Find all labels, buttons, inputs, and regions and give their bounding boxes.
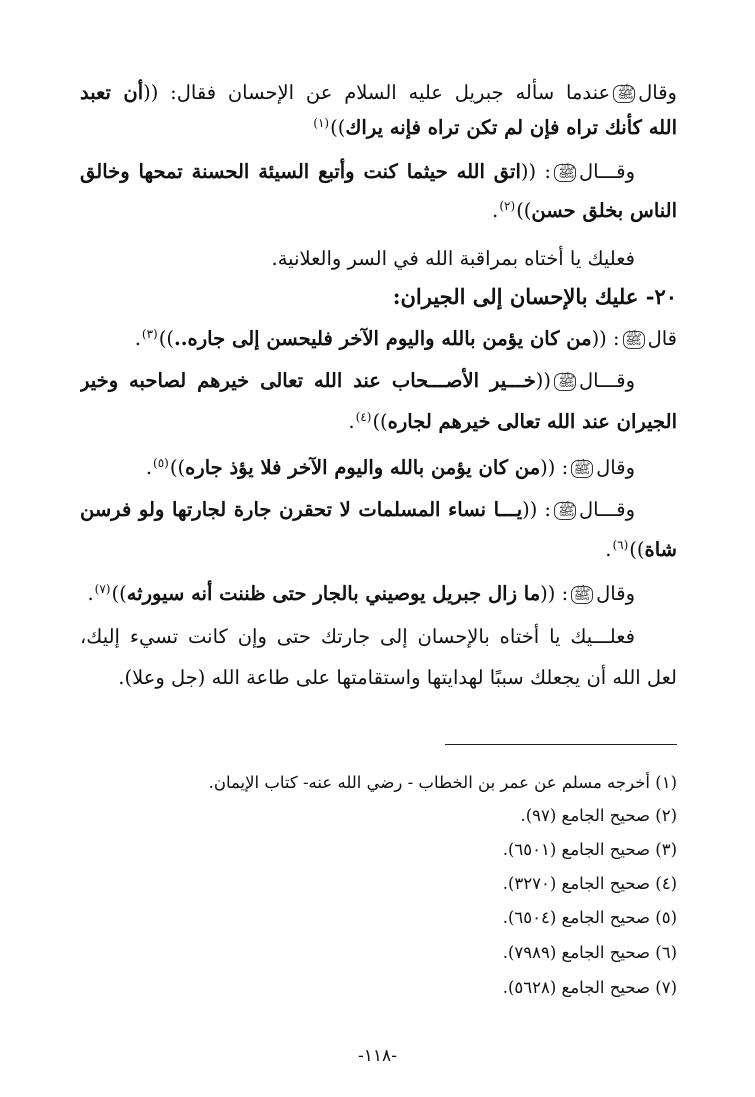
salutation-icon: ﷺ (571, 586, 593, 604)
hadith-text: ما زال جبريل يوصيني بالجار حتى ظننت أنه سيورثه (126, 582, 541, 605)
text: )) (158, 327, 174, 350)
text: . (87, 582, 94, 605)
paragraph-9-line-1: فعلـــيك يا أختاه بالإحسان إلى جارتك حتى وإن كانت تسيء إليك، (80, 625, 635, 648)
footnote-3: (٣) صحيح الجامع (٦٥٠١). (502, 840, 677, 859)
footnote-5: (٥) صحيح الجامع (٦٥٠٤). (502, 908, 677, 927)
salutation-icon: ﷺ (554, 373, 576, 391)
hadith-text: الناس بخلق حسن (531, 199, 677, 222)
text: )) (111, 582, 127, 605)
hadith-text: الجيران عند الله تعالى خيرهم لجاره (387, 410, 677, 433)
footnote-1: (١) أخرجه مسلم عن عمر بن الخطاب - رضي الله عنه- كتاب الإيمان. (208, 773, 677, 792)
text: : (( (520, 160, 551, 183)
footnote-ref: (٢) (499, 198, 516, 213)
text: وقـــال (579, 498, 635, 521)
text: )) (629, 538, 645, 561)
salutation-icon: ﷺ (613, 85, 635, 103)
footnote-2: (٢) صحيح الجامع (٩٧). (520, 806, 677, 825)
text: (( (535, 369, 551, 392)
salutation-icon: ﷺ (554, 502, 576, 520)
footnote-separator (445, 744, 677, 745)
footnote-ref: (٦) (612, 537, 629, 552)
text: )) (330, 116, 346, 139)
paragraph-9-line-2: لعل الله أن يجعلك سببًا لهدايتها واستقامتها على طاعة الله (جل وعلا). (118, 666, 677, 689)
text: )) (516, 199, 532, 222)
paragraph-2-line-2 (80, 196, 677, 226)
hadith-text: شاة (644, 538, 677, 561)
hadith-text: من كان يؤمن بالله واليوم الآخر فليحسن إلى جاره.. (173, 327, 592, 350)
text: : (( (522, 498, 551, 521)
paragraph-7-line-2 (80, 535, 677, 565)
footnote-ref: (٧) (94, 581, 111, 596)
paragraph-5-line-1 (80, 366, 635, 396)
section-heading: ٢٠- عليك بالإحسان إلى الجيران: (392, 284, 677, 309)
text: . (145, 456, 153, 479)
text: : (( (591, 327, 620, 350)
footnote-7: (٧) صحيح الجامع (٥٦٢٨). (502, 978, 677, 997)
salutation-icon: ﷺ (623, 331, 645, 349)
text: . (605, 538, 612, 561)
paragraph-5-line-2 (80, 407, 677, 437)
salutation-icon: ﷺ (554, 164, 576, 182)
text: قال (647, 327, 677, 350)
text: . (492, 199, 499, 222)
paragraph-1-line-1 (80, 78, 677, 108)
footnote-ref: (٣) (141, 326, 158, 341)
hadith-text: اتق الله حيثما كنت وأتبع السيئة الحسنة تمحها وخالق (80, 160, 521, 183)
page-number: -١١٨- (358, 1046, 397, 1066)
hadith-text: من كان يؤمن بالله واليوم الآخر فلا يؤذ جاره (185, 456, 541, 479)
text: وقـــال (579, 160, 635, 183)
text: . (134, 327, 141, 350)
text: وقـــال (579, 369, 635, 392)
text: )) (169, 456, 186, 479)
footnote-4: (٤) صحيح الجامع (٣٢٧٠). (502, 874, 677, 893)
paragraph-3: فعليك يا أختاه بمراقبة الله في السر والعلانية. (271, 247, 635, 270)
footnote-6: (٦) صحيح الجامع (٧٩٨٩). (502, 943, 677, 962)
text: . (348, 410, 355, 433)
text: عندما سأله جبريل عليه السلام عن الإحسان فقال: (( (143, 81, 611, 104)
paragraph-8 (80, 579, 635, 609)
paragraph-4 (80, 324, 677, 354)
text: وقال (596, 456, 635, 479)
text: وقال (638, 81, 677, 104)
text: : (( (540, 456, 569, 479)
hadith-text: الله كأنك تراه فإن لم تكن تراه فإنه يراك (345, 116, 677, 139)
footnote-ref: (١) (313, 115, 330, 130)
hadith-text: يـــا نساء المسلمات لا تحقرن جارة لجارتها ولو فرسن (80, 498, 523, 521)
footnote-ref: (٤) (355, 409, 372, 424)
paragraph-1-line-2 (80, 113, 677, 143)
hadith-text: خـــير الأصـــحاب عند الله تعالى خيرهم لصاحبه وخير (80, 369, 536, 392)
salutation-icon: ﷺ (571, 460, 593, 478)
text: وقال (596, 582, 635, 605)
paragraph-2-line-1 (80, 157, 635, 187)
footnote-ref: (٥) (153, 455, 169, 470)
hadith-text: أن تعبد (80, 81, 144, 104)
paragraph-6 (80, 453, 635, 483)
paragraph-7-line-1 (80, 495, 635, 525)
text: )) (372, 410, 388, 433)
text: : (( (540, 582, 569, 605)
